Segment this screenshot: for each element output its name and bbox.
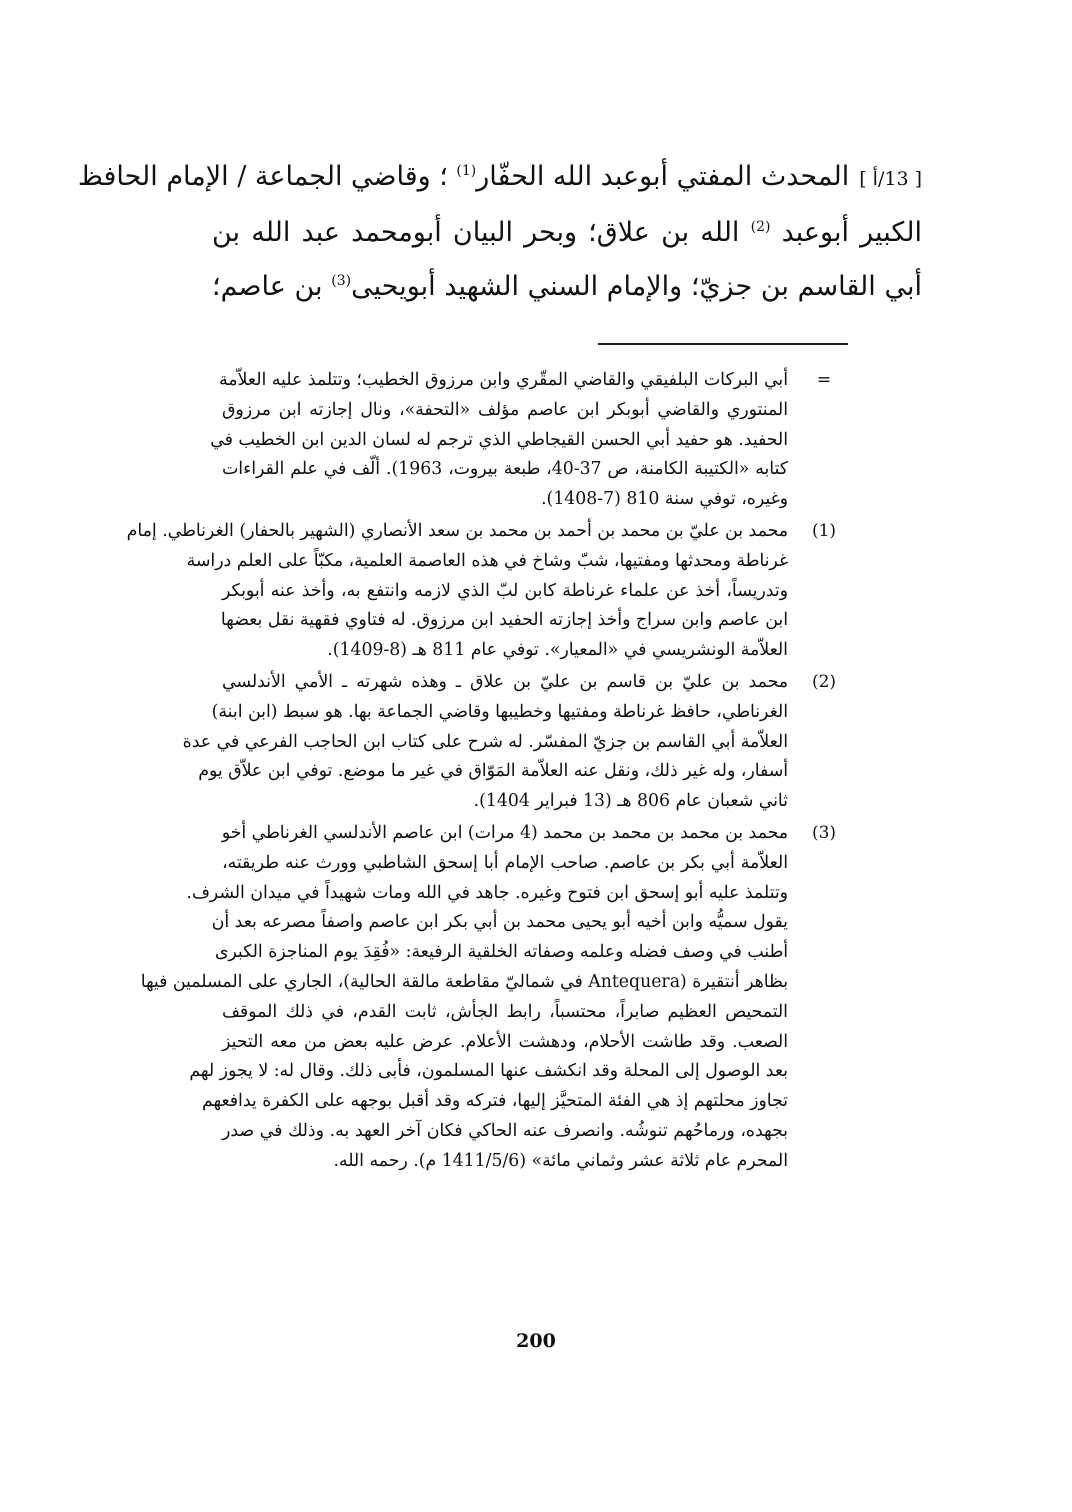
footnote-line: أبي البركات البلفيقي والقاضي المقّري وابن مرزوق الخطيب؛ وتتلمذ عليه العلاّمة (219, 370, 788, 390)
footnote-line: أسفار، وله غير ذلك، ونقل عنه العلاّمة المَوّاق في غير ما موضع. توفي ابن علاّق يوم (198, 761, 788, 782)
footnote-line: محمد بن محمد بن محمد بن محمد (4 مرات) ابن عاصم الأندلسي الغرناطي أخو (221, 822, 788, 843)
footnote-line: تجاوز محلتهم إذ هي الفئة المتحيَّز إليها، فتركه وقد أقبل بوجهه على الكفرة يدافعهم (201, 1091, 788, 1112)
footnote-line: العلاّمة أبي القاسم بن جزيّ المفسّر. له شرح على كتاب ابن الحاجب الفرعي في عدة (182, 731, 788, 752)
footnote-line: ابن عاصم وابن سراج وأخذ إجازته الحفيد ابن مرزوق. له فتاوي فقهية نقل بعضها (220, 610, 788, 631)
main-line-2 (212, 206, 922, 260)
footnote-line: التمحيص العظيم صابراً، محتسباً، رابط الجأش، ثابت القدم، في ذلك الموقف (222, 1001, 788, 1022)
footnote-3 (140, 819, 844, 1177)
footnote-line: وتتلمذ عليه أبو إسحق ابن فتوح وغيره. جاهد في الله ومات شهيداً في ميدان الشرف. (186, 882, 788, 903)
footnote-line: الغرناطي، حافظ غرناطة ومفتيها وخطيبها وقاضي الجماعة بها. هو سبط (ابن ابنة) (211, 701, 788, 722)
footnote-line: وتدريساً، أخذ عن علماء غرناطة كابن لبّ الذي لازمه وانتفع به، وأخذ عنه أبوبكر (222, 580, 788, 601)
footnote-ref-2: (2) (750, 219, 771, 235)
footnote-ref-1: (1) (456, 163, 477, 179)
footnote-line: ثاني شعبان عام 806 هـ (13 فبراير 1404). (473, 791, 788, 812)
main-line-3-text: أبي القاسم بن جزيّ؛ والإمام السني الشهيد أبويحيى$^{(3)}$ بن عاصم؛ (212, 271, 922, 302)
footnote-line: المنتوري والقاضي أبوبكر ابن عاصم مؤلف «التحفة»، ونال إجازته ابن مرزوق (222, 399, 788, 420)
footnote-line: أطنب في وصف فضله وعلمه وصفاته الخلقية الرفيعة: «فُقِدَ يوم المناجزة الكبرى (214, 942, 788, 963)
main-line-1-text: المحدث المفتي أبوعبد الله الحفّار$^{(1)}$ ؛ وقاضي الجماعة / الإمام الحافظ (77, 161, 850, 192)
footnote-line: كتابه «الكتيبة الكامنة، ص 37-40، طبعة بيروت، 1963). ألّف في علم القراءات (222, 459, 788, 480)
footnote-line: بظاهر أنتقيرة (Antequera في شماليّ مقاطعة مالقة الحالية)، الجاري على المسلمين فيها (140, 971, 788, 992)
footnote-marker: (1) (811, 520, 837, 541)
footnote-ref-3: (3) (331, 273, 352, 289)
footnote-line: محمد بن عليّ بن محمد بن أحمد بن محمد بن سعد الأنصاري (الشهير بالحفار) الغرناطي. إمام (126, 520, 788, 541)
footnote-line: المحرم عام ثلاثة عشر وثماني مائة» (1411/5/6 م). رحمه الله. (333, 1150, 788, 1171)
folio-reference: [ 13/أ ] (859, 168, 922, 190)
footnotes-block (126, 366, 844, 1179)
page-number: 200 (516, 1330, 556, 1352)
footnote-continuation (210, 366, 844, 515)
footnote-1 (126, 517, 844, 666)
main-line-3 (212, 260, 922, 314)
footnote-line: بجهده، ورماحُهم تنوشُه. وانصرف عنه الحاكي فكان آخر العهد به. وذلك في صدر (222, 1120, 788, 1141)
footnote-line: العلاّمة الونشريسي في «المعيار». توفي عام 811 هـ (8-1409). (327, 640, 788, 661)
main-line-1 (77, 150, 922, 206)
footnote-marker: (3) (811, 822, 837, 843)
footnote-line: العلاّمة أبي بكر بن عاصم. صاحب الإمام أبا إسحق الشاطبي وورث عنه طريقته، (222, 852, 788, 873)
footnote-2 (182, 668, 844, 817)
footnote-line: يقول سميُّه وابن أخيه أبو يحيى محمد بن أبي بكر ابن عاصم واصفاً مصرعه بعد أن (211, 912, 788, 933)
main-line-2-text: الكبير أبوعبد $^{(2)}$ الله بن علاق؛ وبحر البيان أبومحمد عبد الله بن (212, 217, 922, 248)
footnote-line: الحفيد. هو حفيد أبي الحسن القيجاطي الذي ترجم له لسان الدين ابن الخطيب في (210, 429, 788, 450)
footnote-marker: (2) (811, 671, 837, 692)
footnote-line: محمد بن عليّ بن قاسم بن عليّ بن علاق ـ وهذه شهرته ـ الأمي الأندلسي (222, 671, 788, 692)
footnote-line: بعد الوصول إلى المحلة وقد انكشف عنها المسلمون، فأبى ذلك. وقال له: لا يجوز لهم (189, 1061, 788, 1082)
footnote-marker: = (816, 370, 832, 390)
footnote-line: غرناطة ومحدثها ومفتيها، شبّ وشاخ في هذه العاصمة العلمية، مكبّاً على العلم دراسة (186, 550, 788, 571)
footnote-line: الصعب. وقد طاشت الأحلام، ودهشت الأعلام. عرض عليه بعض من معه التحيز (222, 1031, 788, 1052)
footnote-line: وغيره، توفي سنة 810 (7-1408). (541, 489, 788, 510)
footnote-separator-rule (598, 343, 848, 345)
main-text-block (77, 150, 922, 314)
